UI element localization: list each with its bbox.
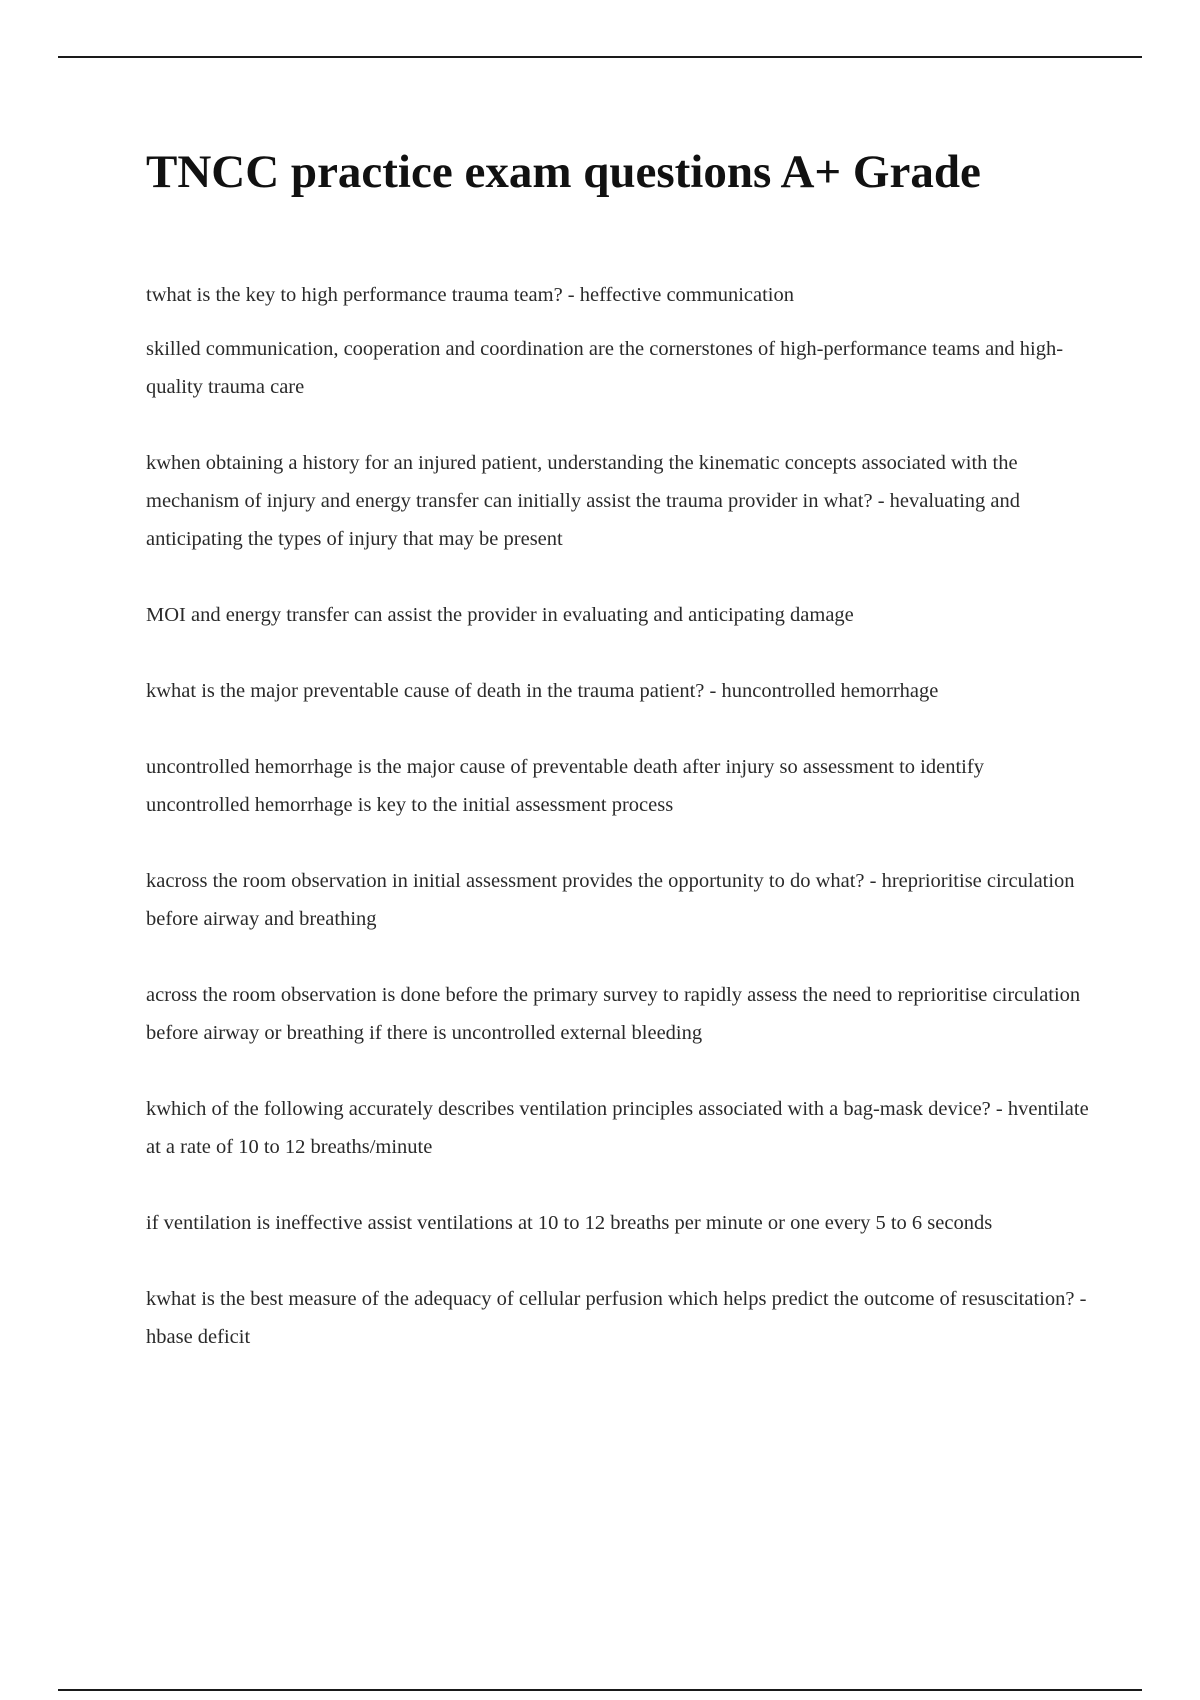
document-body	[146, 276, 1092, 1356]
paragraph-9: kwhich of the following accurately describes ventilation principles associated with a bag-mask device? - hventilate at a rate of 10 to 12 breaths/minute	[146, 1098, 1089, 1158]
paragraph-7: kacross the room observation in initial assessment provides the opportunity to do what? - hreprioritise circulation before airway and breathing	[146, 870, 1075, 930]
bottom-divider	[58, 1689, 1142, 1691]
top-divider	[58, 56, 1142, 58]
paragraph-2: skilled communication, cooperation and coordination are the cornerstones of high-performance teams and high-quality trauma care	[146, 338, 1064, 398]
document-title: TNCC practice exam questions A+ Grade	[146, 146, 981, 198]
paragraph-8: across the room observation is done before the primary survey to rapidly assess the need to reprioritise circulation before airway or breathing if there is uncontrolled external bleeding	[146, 984, 1081, 1044]
paragraph-6: uncontrolled hemorrhage is the major cause of preventable death after injury so assessment to identify uncontrolled hemorrhage is key to the initial assessment process	[146, 756, 984, 816]
paragraph-3: kwhen obtaining a history for an injured patient, understanding the kinematic concepts associated with the mechanism of injury and energy transfer can initially assist the trauma provider in what? - hevaluating and anticipating the types of injury that may be present	[146, 452, 1021, 550]
paragraph-10: if ventilation is ineffective assist ventilations at 10 to 12 breaths per minute or one every 5 to 6 seconds	[146, 1212, 993, 1234]
paragraph-11: kwhat is the best measure of the adequacy of cellular perfusion which helps predict the outcome of resuscitation? - hbase deficit	[146, 1288, 1087, 1348]
paragraph-1: twhat is the key to high performance trauma team? - heffective communication	[146, 284, 794, 306]
paragraph-4: MOI and energy transfer can assist the provider in evaluating and anticipating damage	[146, 604, 854, 626]
paragraph-5: kwhat is the major preventable cause of death in the trauma patient? - huncontrolled hemorrhage	[146, 680, 939, 702]
